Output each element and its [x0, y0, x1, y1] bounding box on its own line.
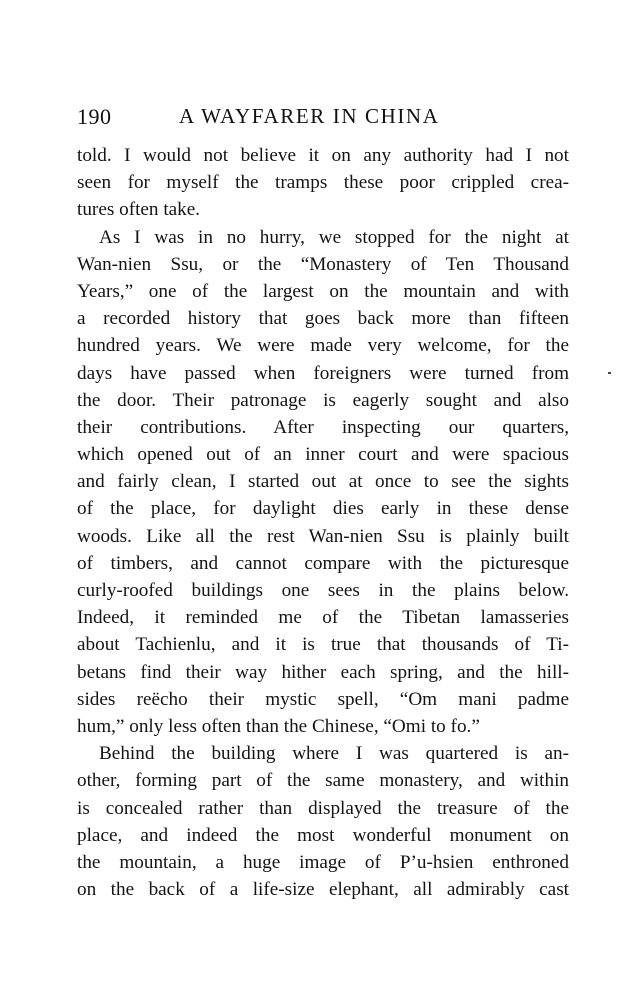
text-line: seen for myself the tramps these poor crippled crea- [77, 172, 569, 194]
text-line: which opened out of an inner court and were spacious [77, 444, 569, 466]
text-line: their contributions. After inspecting our quarters, [77, 416, 569, 438]
page-header [77, 100, 569, 134]
running-title: A WAYFARER IN CHINA [179, 104, 440, 128]
text-line: the door. Their patronage is eagerly sought and also [77, 389, 569, 411]
text-line: woods. Like all the rest Wan-nien Ssu is plainly built [77, 525, 569, 547]
text-line: other, forming part of the same monastery, and within [77, 770, 569, 792]
text-line: As I was in no hurry, we stopped for the night at [99, 226, 569, 248]
text-line: place, and indeed the most wonderful monument on [77, 824, 569, 846]
text-line: Years,” one of the largest on the mountain and with [77, 280, 569, 302]
margin-speck [608, 372, 611, 374]
text-line: betans find their way hither each spring, and the hill- [77, 661, 569, 683]
text-line: of timbers, and cannot compare with the picturesque [77, 552, 569, 574]
text-line: about Tachienlu, and it is true that thousands of Ti- [77, 634, 569, 656]
text-line: Indeed, it reminded me of the Tibetan lamasseries [77, 607, 569, 629]
text-line: days have passed when foreigners were turned from [77, 362, 569, 384]
text-line: Behind the building where I was quartered is an- [99, 743, 569, 765]
text-line: and fairly clean, I started out at once to see the sights [77, 471, 569, 493]
body-text [77, 142, 569, 903]
text-line: of the place, for daylight dies early in these dense [77, 498, 569, 520]
text-line: the mountain, a huge image of P’u-hsien enthroned [77, 851, 569, 873]
text-line: on the back of a life-size elephant, all admirably cast [77, 879, 569, 901]
text-line: told. I would not believe it on any authority had I not [77, 145, 569, 166]
text-line: curly-roofed buildings one sees in the plains below. [77, 580, 569, 601]
text-line: a recorded history that goes back more than fifteen [77, 308, 569, 330]
text-line: sides reëcho their mystic spell, “Om mani padme [77, 688, 569, 710]
page-number: 190 [77, 104, 112, 129]
text-line: hum,” only less often than the Chinese, “Omi to fo.” [77, 715, 480, 737]
text-line: Wan-nien Ssu, or the “Monastery of Ten Thousand [77, 253, 569, 275]
text-line: hundred years. We were made very welcome, for the [77, 335, 569, 357]
text-line: tures often take. [77, 199, 201, 221]
text-line: is concealed rather than displayed the treasure of the [77, 797, 569, 819]
